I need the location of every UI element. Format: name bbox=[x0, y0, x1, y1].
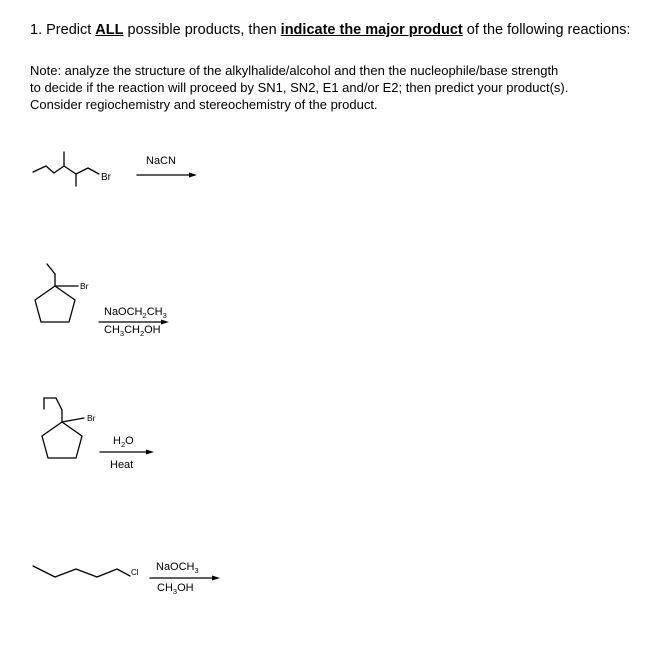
note-line-1: Note: analyze the structure of the alkylhalide/alcohol and then the nucleophile/base strength bbox=[30, 63, 559, 78]
reaction-3-reagent-below: Heat bbox=[110, 459, 134, 471]
reaction-2-reagent-below: $CH_3CH_2OH$ bbox=[104, 324, 161, 338]
question-title: 1. Predict ALL possible products, then indicate the major product of the following reactions: bbox=[30, 22, 631, 38]
reaction-4-reagent-below: $CH_3OH$ bbox=[157, 582, 194, 596]
reaction-3-reagent-above: $H_2O$ bbox=[113, 435, 134, 449]
major-product-emphasis: indicate the major product bbox=[280, 22, 463, 38]
reaction-1-substrate bbox=[33, 152, 99, 186]
reaction-3-leaving-group: Br bbox=[87, 413, 96, 423]
reaction-4-leaving-group: Cl bbox=[131, 568, 139, 577]
reaction-4-arrowhead bbox=[212, 576, 220, 581]
reaction-2-reagent-above: $NaOCH_2CH_3$ bbox=[104, 306, 167, 320]
reaction-1-arrowhead bbox=[189, 173, 197, 178]
reaction-2-substrate bbox=[35, 264, 78, 322]
all-emphasis: ALL bbox=[95, 22, 124, 38]
reaction-3-arrowhead bbox=[146, 450, 154, 455]
reaction-1-reagent: NaCN bbox=[146, 155, 176, 167]
reaction-4-reagent-above: NaOCH$_3$ bbox=[156, 561, 199, 575]
reaction-4-substrate bbox=[33, 566, 130, 577]
reaction-2-arrowhead bbox=[161, 320, 169, 325]
reaction-1-leaving-group: Br bbox=[101, 172, 111, 183]
note-line-2: to decide if the reaction will proceed by SN1, SN2, E1 and/or E2; then predict your product(s). bbox=[30, 80, 569, 95]
reaction-2-leaving-group: Br bbox=[80, 281, 89, 291]
note-line-3: Consider regiochemistry and stereochemistry of the product. bbox=[30, 97, 378, 112]
reaction-3-substrate bbox=[42, 398, 84, 458]
